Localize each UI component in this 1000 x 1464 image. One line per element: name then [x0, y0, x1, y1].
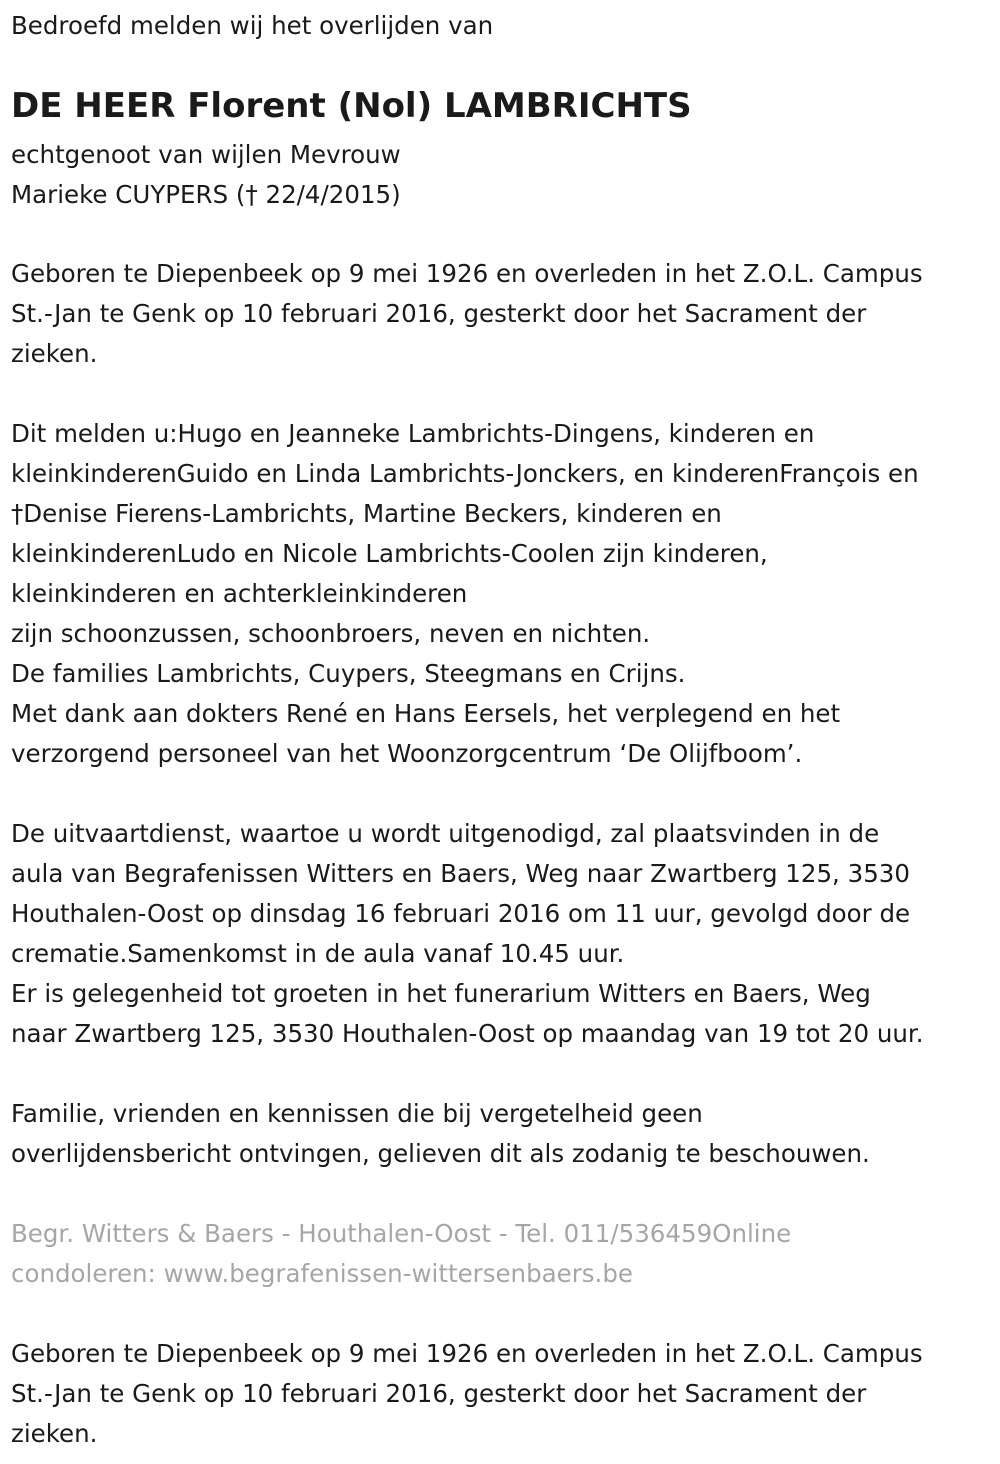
service-line: De uitvaartdienst, waartoe u wordt uitgenodigd, zal plaatsvinden in de [11, 819, 880, 848]
birth-death-repeat-block [11, 1334, 923, 1454]
service-line: aula van Begrafenissen Witters en Baers, Weg naar Zwartberg 125, 3530 [11, 859, 910, 888]
family-line: kleinkinderen en achterkleinkinderen [11, 579, 468, 608]
family-line: kleinkinderenLudo en Nicole Lambrichts-Coolen zijn kinderen, [11, 539, 768, 568]
family-line: Dit melden u:Hugo en Jeanneke Lambrichts-Dingens, kinderen en [11, 419, 815, 448]
service-block [11, 814, 924, 1054]
service-line: naar Zwartberg 125, 3530 Houthalen-Oost op maandag van 19 tot 20 uur. [11, 1019, 924, 1048]
birth-death-line: Geboren te Diepenbeek op 9 mei 1926 en overleden in het Z.O.L. Campus [11, 259, 923, 288]
funeral-home-line: condoleren: www.begrafenissen-wittersenbaers.be [11, 1259, 633, 1288]
birth-death-line: zieken. [11, 1419, 98, 1448]
family-block [11, 414, 919, 774]
service-line: Er is gelegenheid tot groeten in het funerarium Witters en Baers, Weg [11, 979, 871, 1008]
birth-death-block [11, 254, 923, 374]
birth-death-line: Geboren te Diepenbeek op 9 mei 1926 en overleden in het Z.O.L. Campus [11, 1339, 923, 1368]
family-line: De families Lambrichts, Cuypers, Steegmans en Crijns. [11, 659, 686, 688]
funeral-home-line: Begr. Witters & Baers - Houthalen-Oost - Tel. 011/536459Online [11, 1219, 792, 1248]
service-line: crematie.Samenkomst in de aula vanaf 10.45 uur. [11, 939, 625, 968]
birth-death-line: St.-Jan te Genk op 10 februari 2016, gesterkt door het Sacrament der [11, 1379, 867, 1408]
family-line: verzorgend personeel van het Woonzorgcentrum ‘De Olijfboom’. [11, 739, 803, 768]
family-line: zijn schoonzussen, schoonbroers, neven en nichten. [11, 619, 651, 648]
funeral-home-block [11, 1214, 791, 1294]
spouse-block [11, 135, 401, 215]
notice-line: Familie, vrienden en kennissen die bij vergetelheid geen [11, 1099, 703, 1128]
intro-text: Bedroefd melden wij het overlijden van [11, 11, 494, 40]
spouse-line: Marieke CUYPERS († 22/4/2015) [11, 180, 401, 209]
service-line: Houthalen-Oost op dinsdag 16 februari 2016 om 11 uur, gevolgd door de [11, 899, 911, 928]
family-line: †Denise Fierens-Lambrichts, Martine Beckers, kinderen en [11, 499, 722, 528]
birth-death-line: zieken. [11, 339, 98, 368]
spouse-line: echtgenoot van wijlen Mevrouw [11, 140, 401, 169]
deceased-name: DE HEER Florent (Nol) LAMBRICHTS [11, 86, 692, 126]
family-line: kleinkinderenGuido en Linda Lambrichts-Jonckers, en kinderenFrançois en [11, 459, 919, 488]
notice-block [11, 1094, 870, 1174]
family-line: Met dank aan dokters René en Hans Eersels, het verplegend en het [11, 699, 841, 728]
notice-line: overlijdensbericht ontvingen, gelieven dit als zodanig te beschouwen. [11, 1139, 870, 1168]
birth-death-line: St.-Jan te Genk op 10 februari 2016, gesterkt door het Sacrament der [11, 299, 867, 328]
